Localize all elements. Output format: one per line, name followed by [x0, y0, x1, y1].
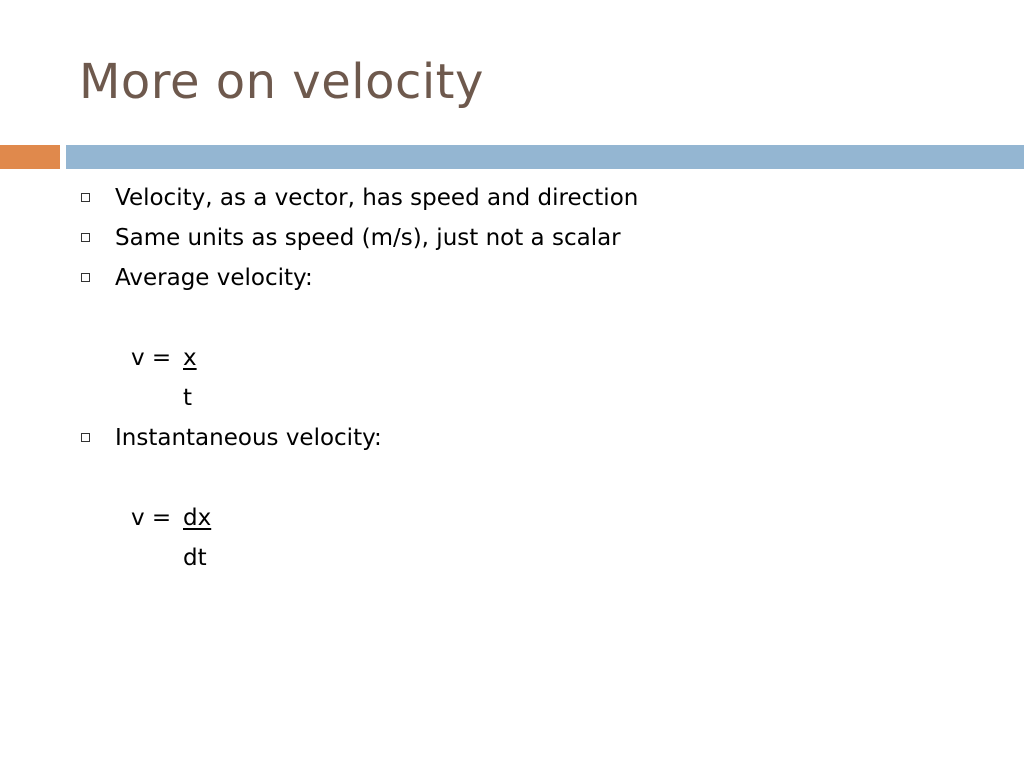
square-bullet-icon	[81, 233, 90, 242]
bullet-text: Instantaneous velocity:	[115, 425, 382, 451]
slide-body	[0, 178, 1024, 578]
slide-title: More on velocity	[79, 54, 484, 110]
square-bullet-icon	[81, 273, 90, 282]
equation-numerator: dx	[183, 505, 212, 531]
bullet-item	[0, 258, 1024, 298]
equation-bottom-line	[0, 378, 1024, 418]
bullet-item	[0, 178, 1024, 218]
bullet-item	[0, 218, 1024, 258]
bullet-text: Velocity, as a vector, has speed and direction	[115, 185, 639, 211]
square-bullet-icon	[81, 433, 90, 442]
equation-denominator: t	[183, 385, 193, 411]
equation-lhs: v =	[131, 345, 172, 371]
title-divider-bar	[66, 145, 1024, 169]
equation-lhs: v =	[131, 505, 172, 531]
bullet-text: Same units as speed (m/s), just not a scalar	[115, 225, 621, 251]
bullet-item	[0, 418, 1024, 458]
bullet-text: Average velocity:	[115, 265, 313, 291]
equation-denominator: dt	[183, 545, 207, 571]
equation-numerator: x	[183, 345, 197, 371]
blank-line	[0, 458, 1024, 498]
square-bullet-icon	[81, 193, 90, 202]
equation-top-line	[0, 338, 1024, 378]
equation-top-line	[0, 498, 1024, 538]
equation-bottom-line	[0, 538, 1024, 578]
title-accent-bar	[0, 145, 60, 169]
blank-line	[0, 298, 1024, 338]
